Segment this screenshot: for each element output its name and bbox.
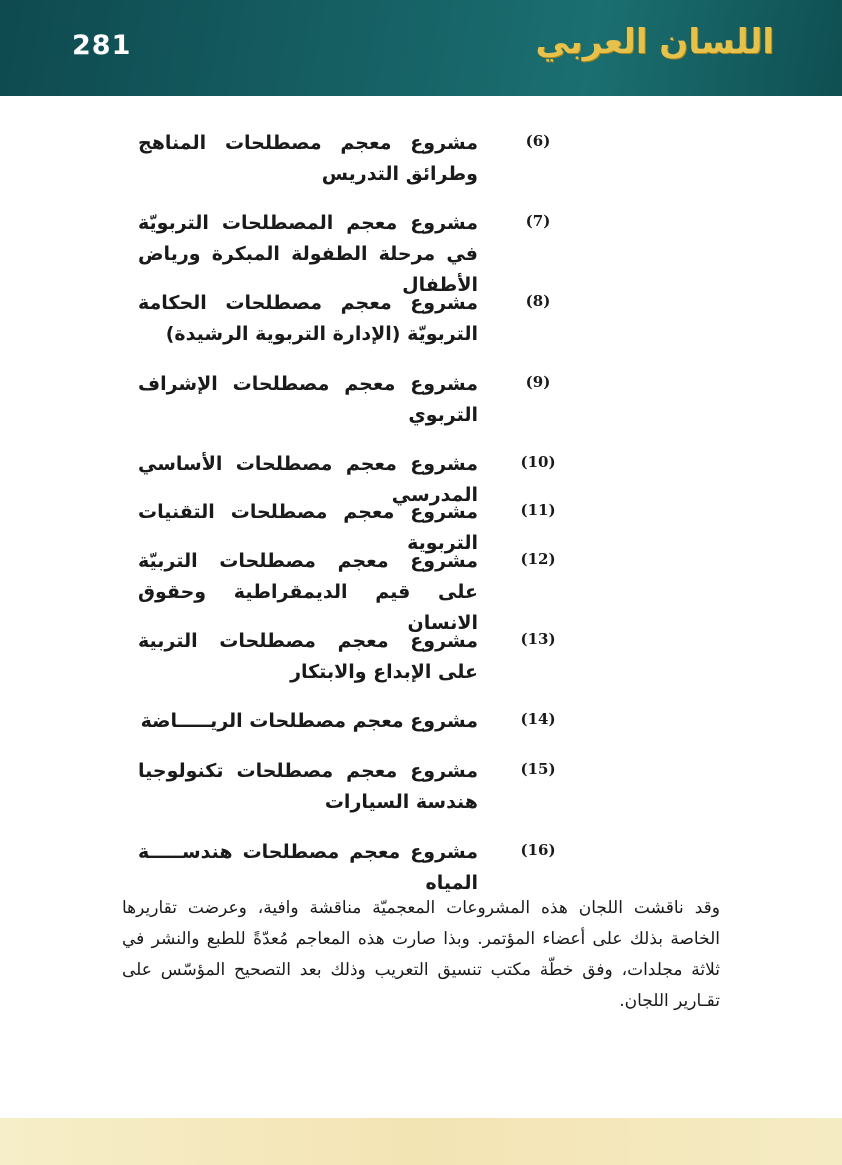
body-paragraph: وقد ناقشت اللجان هذه المشروعات المعجميّة مناقشة وافية، وعرضت تقاريرها الخاصة بذلك على أعضاء المؤتمر. وبذا صارت هذه المعاجم مُعدّةً للطبع والنشر في ثلاثة مجلدات، وفق خطّة مكتب تنسيق التعريب وذلك بعد التصحيح المؤسّس على تقـارير اللجان.: [122, 898, 720, 1011]
item-number: (13): [520, 630, 556, 648]
item-number: (8): [525, 292, 551, 310]
item-title: مشروع معجم مصطلحات الريـــــاضة: [140, 710, 478, 732]
item-number: (16): [520, 841, 556, 859]
item-title: مشروع معجم مصطلحات تكنولوجيا هندسة السيارات: [138, 760, 478, 813]
item-title: مشروع معجم مصطلحات الأساسي المدرسي: [138, 453, 478, 506]
item-title: مشروع معجم مصطلحات التربية على الإبداع والابتكار: [138, 630, 478, 683]
journal-logo: اللسان العربي: [535, 22, 774, 62]
item-number: (6): [525, 132, 551, 150]
item-number: (12): [520, 550, 556, 568]
page-number: 281: [72, 30, 132, 61]
item-number: (15): [520, 760, 556, 778]
item-number: (10): [520, 453, 556, 471]
item-title: مشروع معجم مصطلحات الحكامة التربويّة (الإدارة التربوية الرشيدة): [138, 292, 478, 345]
page-footer: [0, 1118, 842, 1165]
item-number: (9): [525, 373, 551, 391]
item-title: مشروع معجم المصطلحات التربويّة في مرحلة الطفولة المبكرة ورياض الأطفال: [138, 212, 478, 296]
item-number: (14): [520, 710, 556, 728]
item-number: (7): [525, 212, 551, 230]
item-title: مشروع معجم مصطلحات المناهج وطرائق التدريس: [138, 132, 478, 185]
item-number: (11): [520, 501, 556, 519]
page-header: [0, 0, 842, 96]
item-title: مشروع معجم مصطلحات التربيّة على قيم الديمقراطية وحقوق الانسان: [138, 550, 478, 634]
item-title: مشروع معجم مصطلحات الإشراف التربوي: [138, 373, 478, 426]
item-title: مشروع معجم مصطلحات هندســـــة المياه: [138, 841, 478, 894]
item-title: مشروع معجم مصطلحات التقنيات التربوية: [138, 501, 478, 554]
